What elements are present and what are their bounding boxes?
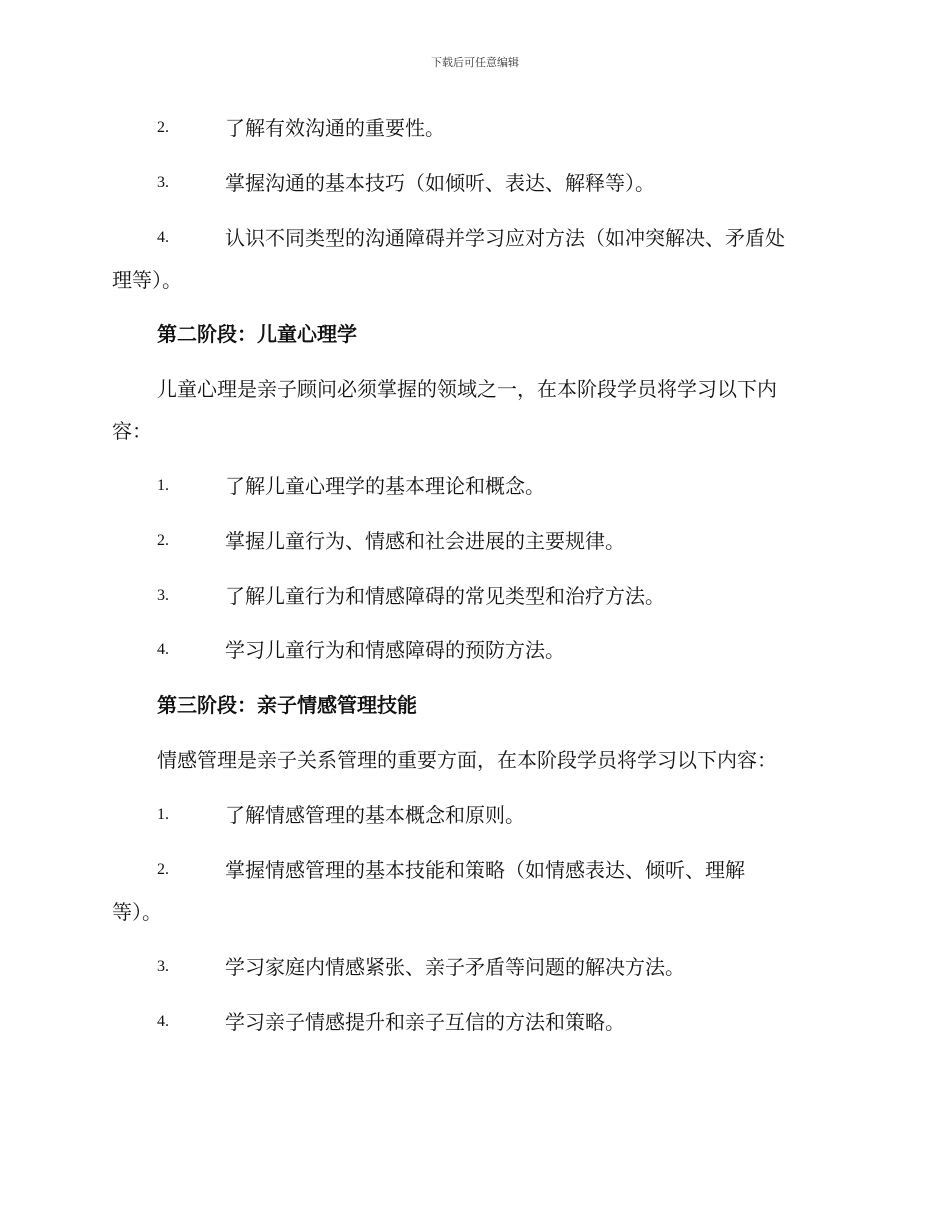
stage3-heading: 第三阶段：亲子情感管理技能	[157, 693, 417, 717]
list-number: 4.	[157, 229, 169, 246]
list-text: 认识不同类型的沟通障碍并学习应对方法（如冲突解决、矛盾处	[225, 226, 785, 250]
list-number: 1.	[157, 477, 169, 494]
list-number: 4.	[157, 641, 169, 658]
page-header: 下载后可任意编辑	[431, 56, 519, 69]
list-text: 了解儿童行为和情感障碍的常见类型和治疗方法。	[225, 584, 665, 608]
list-number: 2.	[157, 861, 169, 878]
stage2-intro-continuation: 容：	[112, 419, 152, 443]
list-text: 了解有效沟通的重要性。	[225, 116, 445, 140]
list-text: 学习儿童行为和情感障碍的预防方法。	[225, 638, 565, 662]
stage2-heading: 第二阶段：儿童心理学	[157, 322, 357, 346]
list-text: 了解儿童心理学的基本理论和概念。	[225, 474, 545, 498]
list-text: 掌握儿童行为、情感和社会进展的主要规律。	[225, 529, 625, 553]
list-number: 2.	[157, 119, 169, 136]
list-number: 3.	[157, 174, 169, 191]
list-text-continuation: 理等）。	[112, 268, 182, 292]
list-number: 1.	[157, 806, 169, 823]
list-text: 学习亲子情感提升和亲子互信的方法和策略。	[225, 1010, 625, 1034]
list-text: 掌握情感管理的基本技能和策略（如情感表达、倾听、理解	[225, 858, 745, 882]
stage3-intro: 情感管理是亲子关系管理的重要方面，在本阶段学员将学习以下内容：	[157, 748, 777, 772]
list-number: 4.	[157, 1013, 169, 1030]
list-text: 了解情感管理的基本概念和原则。	[225, 803, 525, 827]
list-text: 掌握沟通的基本技巧（如倾听、表达、解释等）。	[225, 171, 655, 195]
stage2-intro: 儿童心理是亲子顾问必须掌握的领域之一，在本阶段学员将学习以下内	[157, 377, 777, 401]
list-text: 学习家庭内情感紧张、亲子矛盾等问题的解决方法。	[225, 955, 685, 979]
list-number: 3.	[157, 587, 169, 604]
list-text-continuation: 等）。	[112, 900, 162, 924]
list-number: 3.	[157, 958, 169, 975]
list-number: 2.	[157, 532, 169, 549]
